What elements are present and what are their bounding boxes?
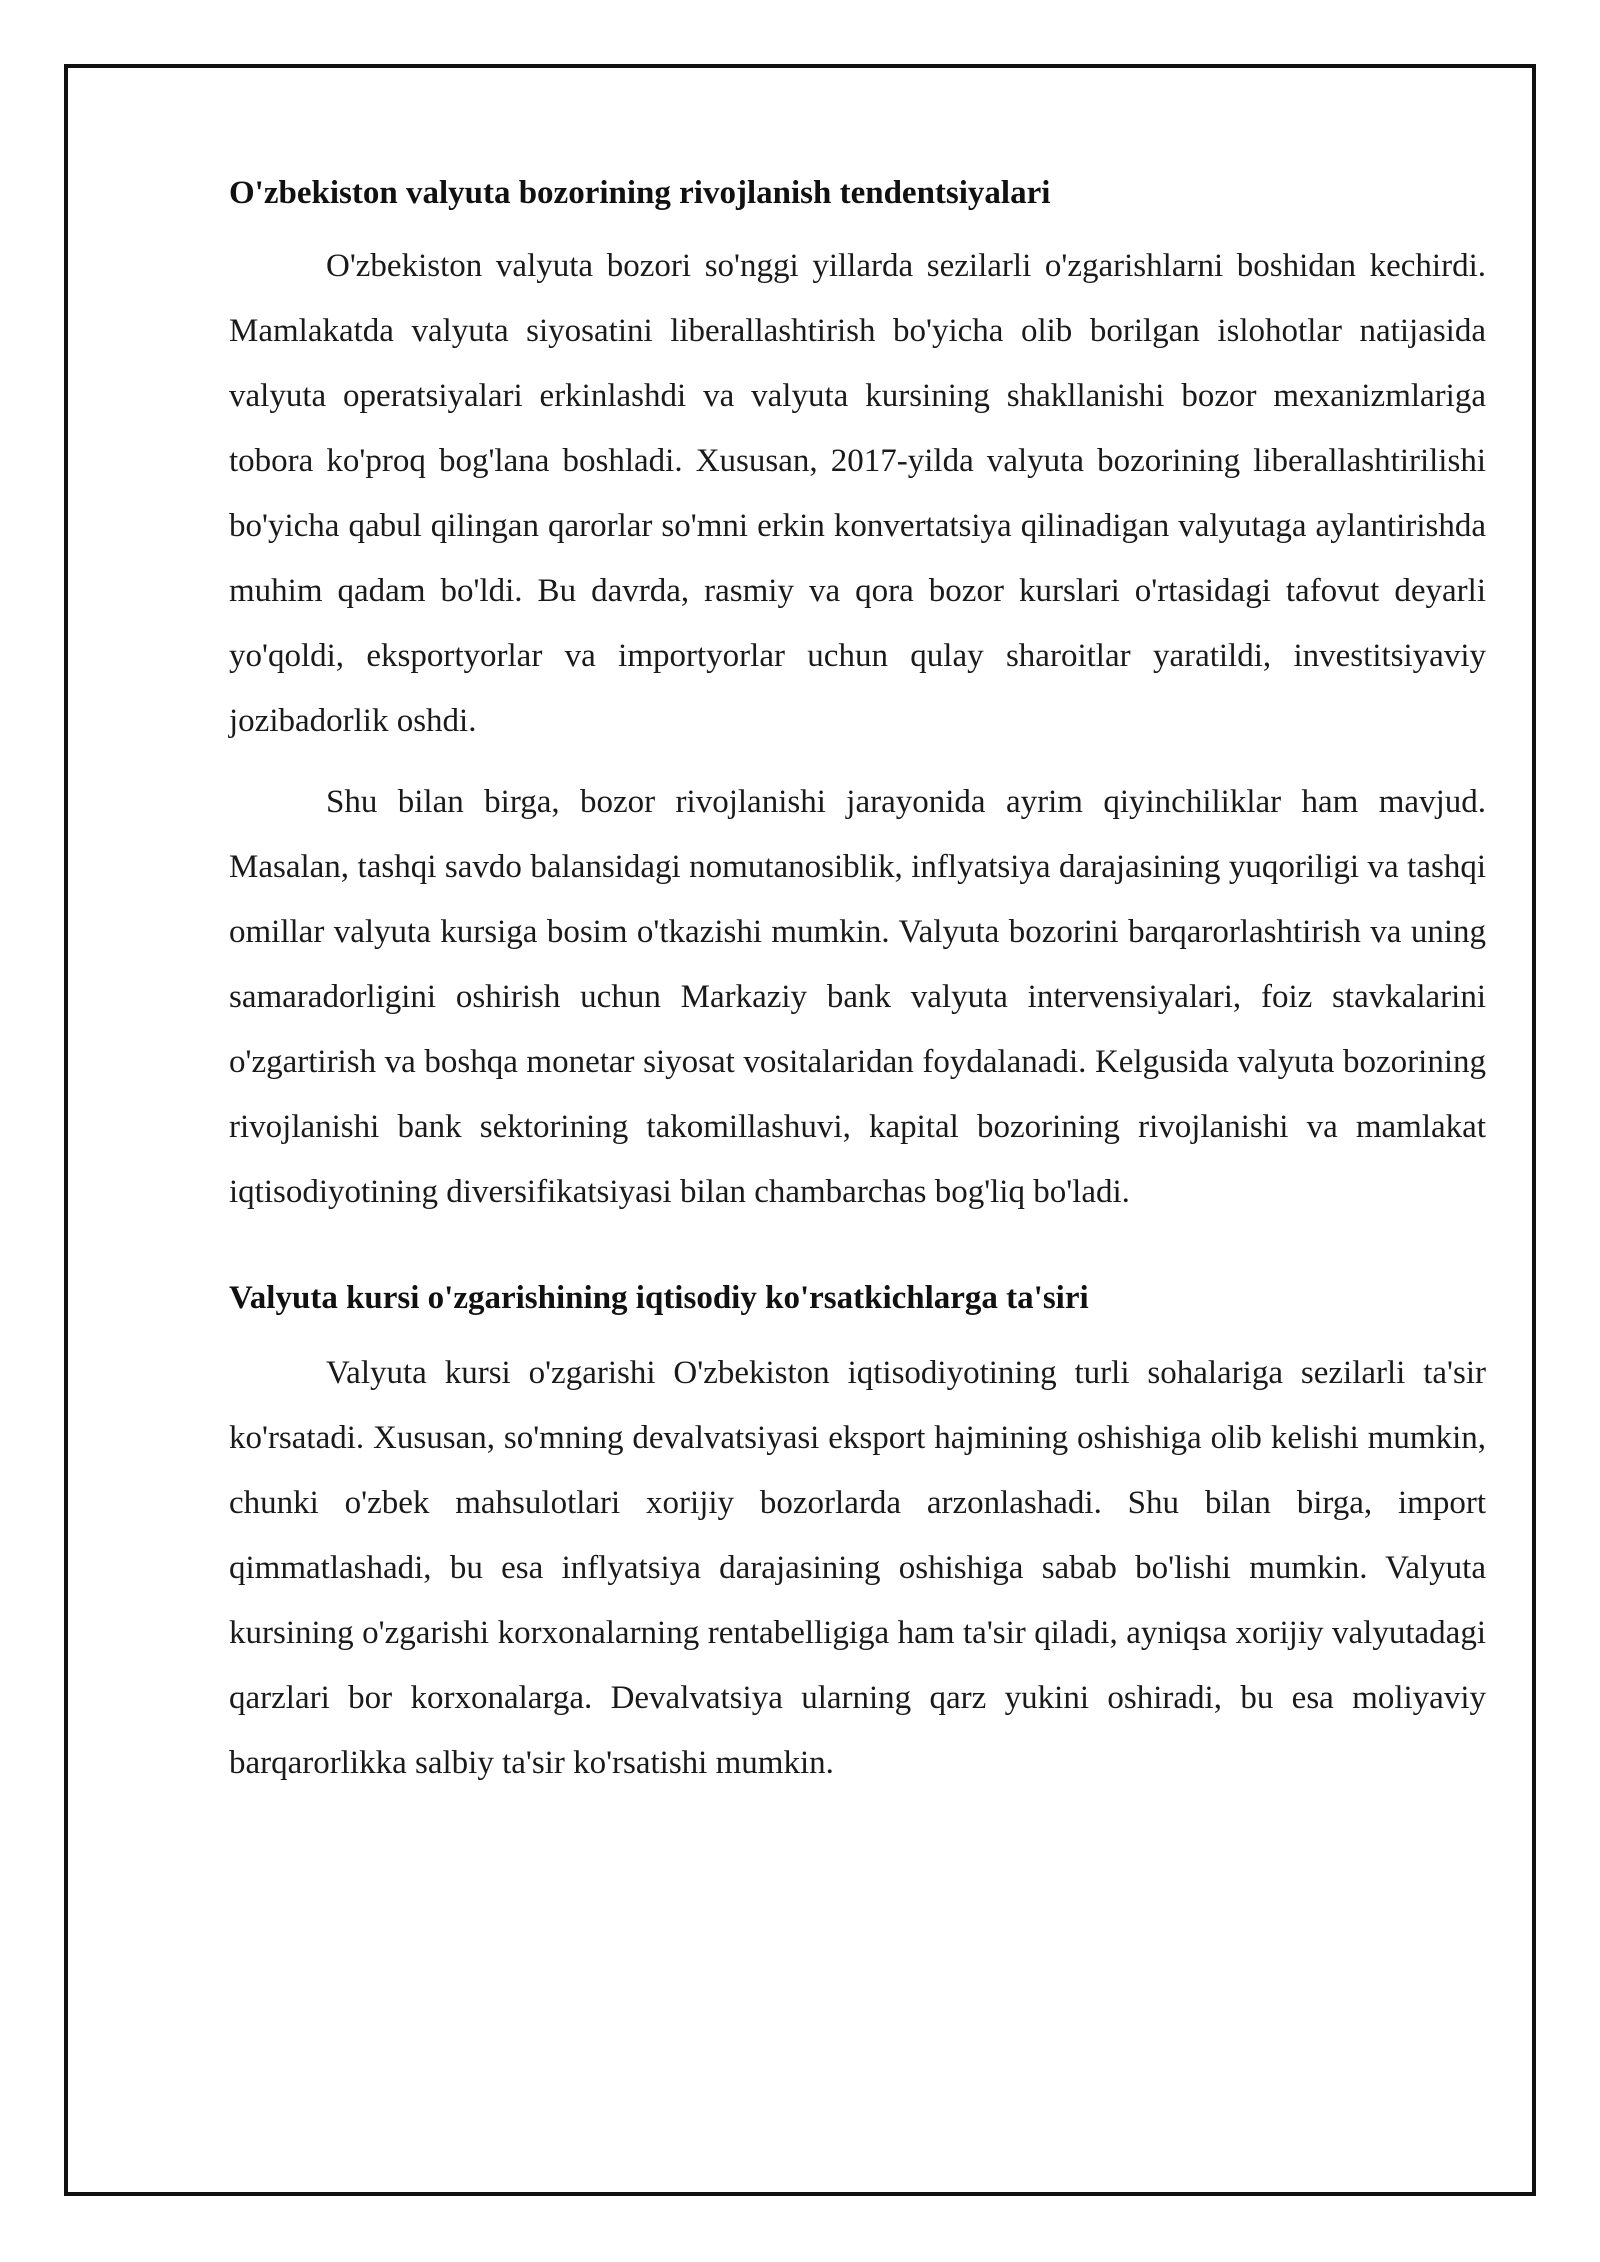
document-body [229,170,1486,1796]
paragraph: O'zbekiston valyuta bozori so'nggi yillarda sezilarli o'zgarishlarni boshidan kechirdi. Mamlakatda valyuta siyosatini liberallashtirish bo'yicha olib borilgan islohotlar natijasida valyuta operatsiyalari erkinlashdi va valyuta kursining shakllanishi bozor mexanizmlariga tobora ko'proq bog'lana boshladi. Xususan, 2017-yilda valyuta bozorining liberallashtirilishi bo'yicha qabul qilingan qarorlar so'mni erkin konvertatsiya qilinadigan valyutaga aylantirishda muhim qadam bo'ldi. Bu davrda, rasmiy va qora bozor kurslari o'rtasidagi tafovut deyarli yo'qoldi, eksportyorlar va importyorlar uchun qulay sharoitlar yaratildi, investitsiyaviy jozibadorlik oshdi. [229,248,1486,739]
paragraph: Shu bilan birga, bozor rivojlanishi jarayonida ayrim qiyinchiliklar ham mavjud. Masalan, tashqi savdo balansidagi nomutanosiblik, inflyatsiya darajasining yuqoriligi va tashqi omillar valyuta kursiga bosim o'tkazishi mumkin. Valyuta bozorini barqarorlashtirish va uning samaradorligini oshirish uchun Markaziy bank valyuta intervensiyalari, foiz stavkalarini o'zgartirish va boshqa monetar siyosat vositalaridan foydalanadi. Kelgusida valyuta bozorining rivojlanishi bank sektorining takomillashuvi, kapital bozorining rivojlanishi va mamlakat iqtisodiyotining diversifikatsiyasi bilan chambarchas bog'liq bo'ladi. [229,784,1486,1210]
section-heading: Valyuta kursi o'zgarishining iqtisodiy ko'rsatkichlarga ta'siri [229,1280,1089,1316]
paragraph: Valyuta kursi o'zgarishi O'zbekiston iqtisodiyotining turli sohalariga sezilarli ta'sir ko'rsatadi. Xususan, so'mning devalvatsiyasi eksport hajmining oshishiga olib kelishi mumkin, chunki o'zbek mahsulotlari xorijiy bozorlarda arzonlashadi. Shu bilan birga, import qimmatlashadi, bu esa inflyatsiya darajasining oshishiga sabab bo'lishi mumkin. Valyuta kursining o'zgarishi korxonalarning rentabelligiga ham ta'sir qiladi, ayniqsa xorijiy valyutadagi qarzlari bor korxonalarga. Devalvatsiya ularning qarz yukini oshiradi, bu esa moliyaviy barqarorlikka salbiy ta'sir ko'rsatishi mumkin. [229,1355,1486,1781]
section-heading: O'zbekiston valyuta bozorining rivojlanish tendentsiyalari [229,175,1051,211]
